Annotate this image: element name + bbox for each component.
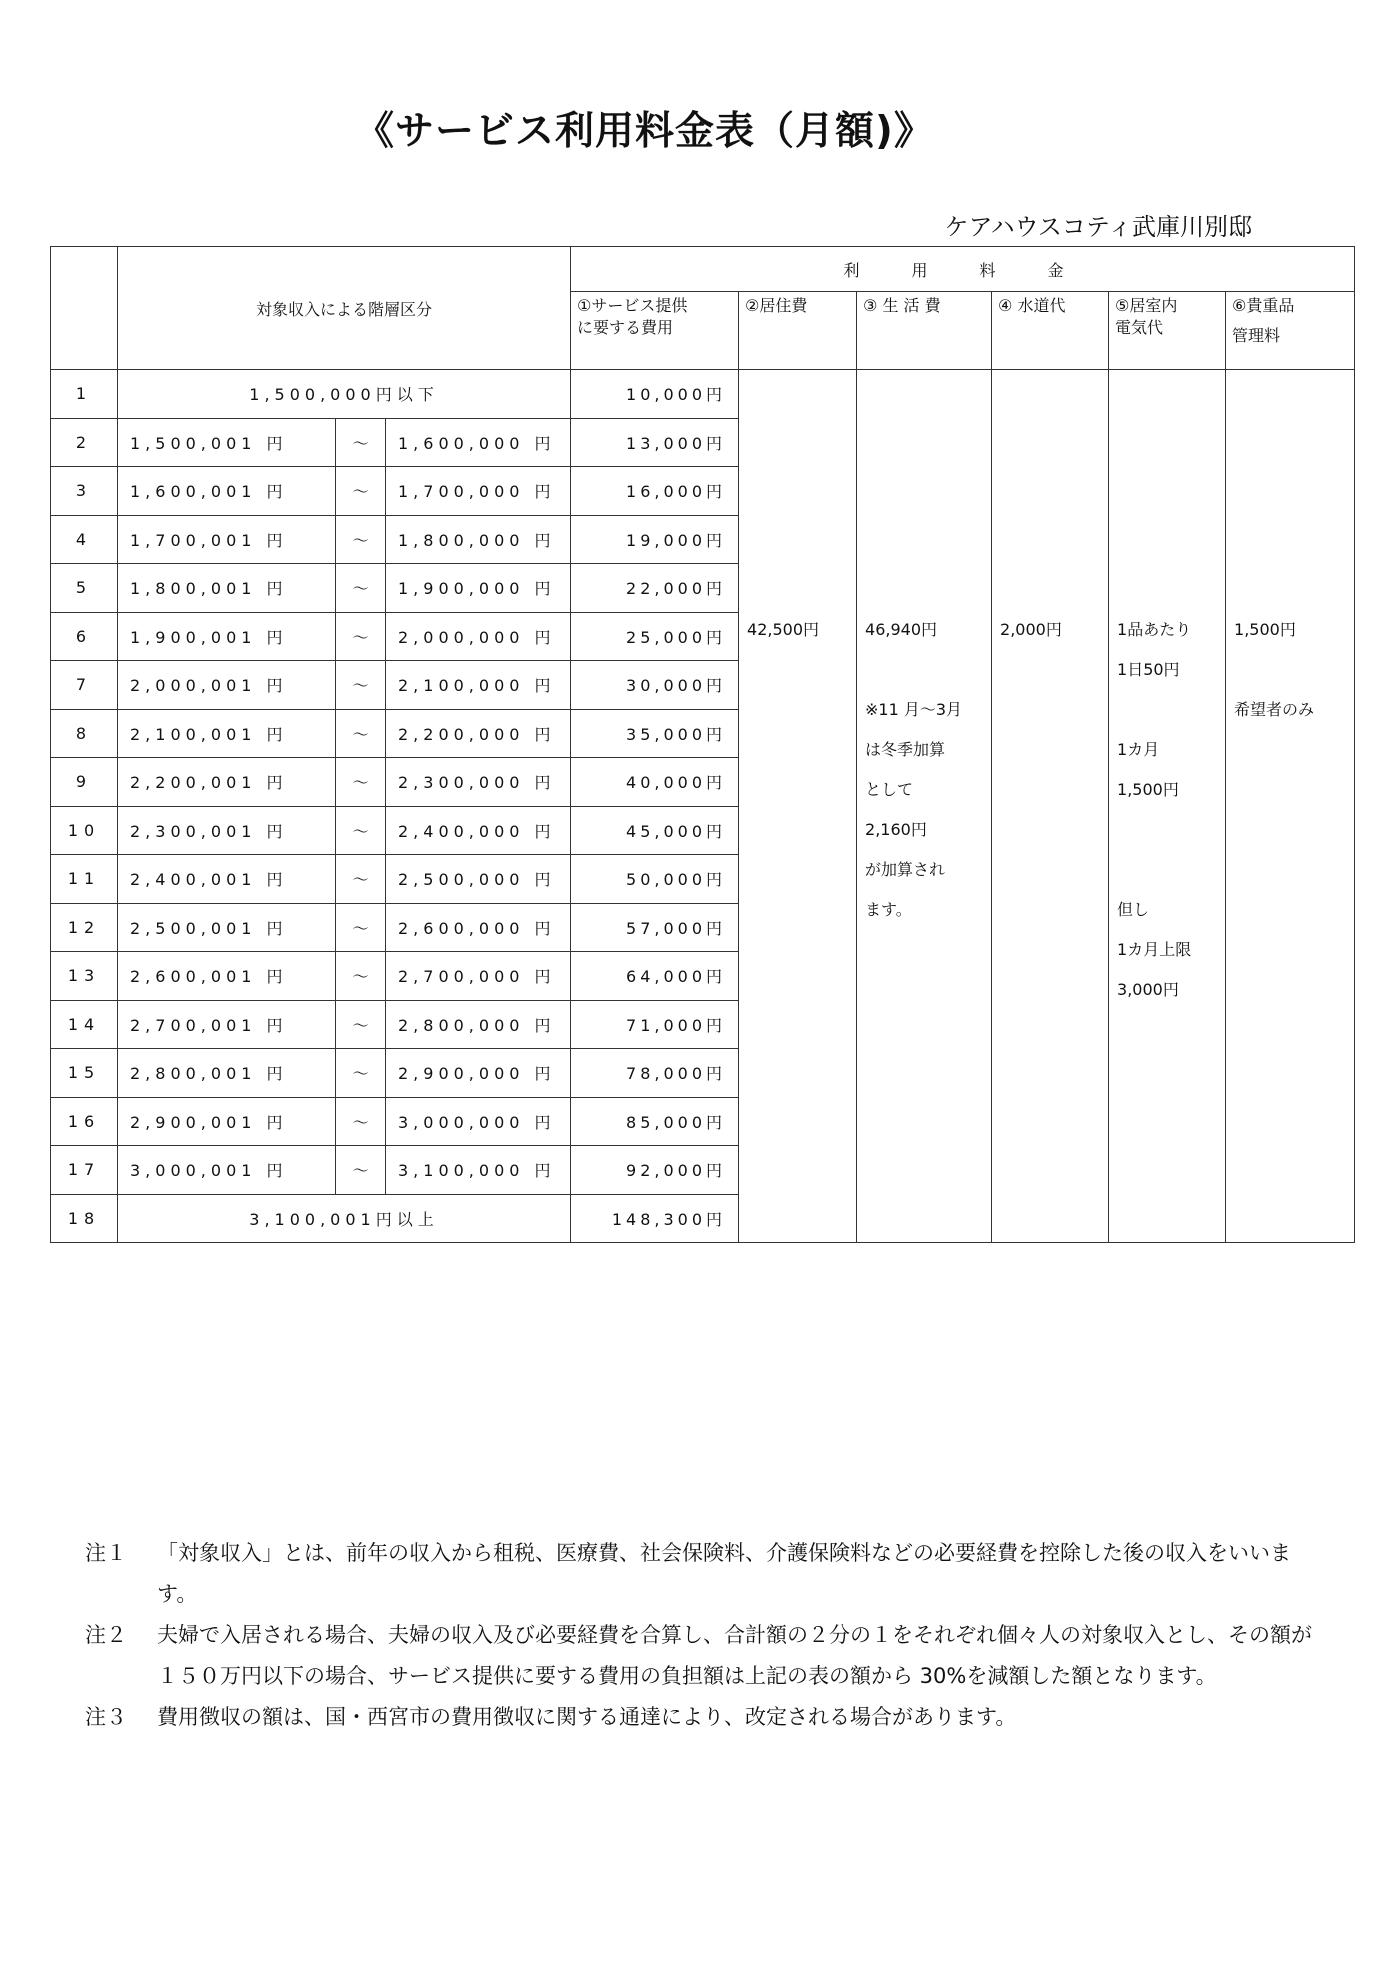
spacer: [1234, 450, 1346, 490]
income-to: 2,500,000 円: [386, 855, 571, 904]
notes: [85, 1533, 1315, 1738]
merged-cell-line: 1品あたり: [1117, 620, 1192, 639]
row-number: 2: [51, 418, 118, 467]
merged-cell-line: 3,000円: [1117, 980, 1179, 999]
income-from: 2,600,001 円: [118, 952, 336, 1001]
tilde-separator: 〜: [336, 758, 386, 807]
service-fee: 16,000円: [571, 467, 739, 516]
income-to: 1,600,000 円: [386, 418, 571, 467]
spacer: [1117, 690, 1217, 730]
tilde-separator: 〜: [336, 855, 386, 904]
income-to: 1,700,000 円: [386, 467, 571, 516]
tilde-separator: 〜: [336, 1000, 386, 1049]
tilde-separator: 〜: [336, 661, 386, 710]
col-housing-header: ②居住費: [739, 292, 857, 370]
col-valuables-header: ⑥貴重品 管理料: [1226, 292, 1355, 370]
service-fee: 10,000円: [571, 370, 739, 419]
merged-cell-line: 1,500円: [1117, 780, 1179, 799]
spacer: [1117, 370, 1217, 410]
spacer: [1117, 530, 1217, 570]
row-number: 5: [51, 564, 118, 613]
merged-cell-line: 1日50円: [1117, 660, 1180, 679]
valuables-note: 希望者のみ: [1234, 700, 1315, 719]
spacer: [1234, 530, 1346, 570]
merged-cell-line: が加算され: [865, 860, 946, 879]
row-number: 9: [51, 758, 118, 807]
row-number: 4: [51, 515, 118, 564]
spacer: [865, 490, 983, 530]
spacer: [1234, 490, 1346, 530]
income-from: 1,800,001 円: [118, 564, 336, 613]
spacer: [1117, 490, 1217, 530]
income-to: 2,600,000 円: [386, 903, 571, 952]
merged-cell-line: ※11 月〜3月: [865, 700, 963, 719]
tilde-separator: 〜: [336, 903, 386, 952]
spacer: [1117, 570, 1217, 610]
income-from: 2,100,001 円: [118, 709, 336, 758]
merged-cell-line: 但し: [1117, 900, 1150, 919]
spacer: [1000, 410, 1100, 450]
spacer: [747, 490, 848, 530]
income-to: 2,200,000 円: [386, 709, 571, 758]
income-to: 2,700,000 円: [386, 952, 571, 1001]
service-fee: 78,000円: [571, 1049, 739, 1098]
table-row: [51, 370, 1355, 419]
income-from: 1,700,001 円: [118, 515, 336, 564]
service-fee: 50,000円: [571, 855, 739, 904]
row-number: 6: [51, 612, 118, 661]
merged-cell-line: は冬季加算: [865, 740, 946, 759]
tilde-separator: 〜: [336, 418, 386, 467]
merged-cell-line: 1カ月: [1117, 740, 1160, 759]
spacer: [1117, 410, 1217, 450]
spacer: [747, 530, 848, 570]
spacer: [1234, 410, 1346, 450]
tilde-separator: 〜: [336, 1146, 386, 1195]
note-1: [85, 1533, 1315, 1615]
col-service-fee-header: ①サービス提供 に要する費用: [571, 292, 739, 370]
living-amount: 46,940円: [865, 620, 938, 639]
service-fee: 71,000円: [571, 1000, 739, 1049]
income-to: 1,900,000 円: [386, 564, 571, 613]
note-text: 夫婦で入居される場合、夫婦の収入及び必要経費を合算し、合計額の２分の１をそれぞれ個々人の対象収入とし、その額が１５０万円以下の場合、サービス提供に要する費用の負担額は上記の表の額から 30%を減額した額となります。: [157, 1623, 1312, 1688]
tilde-separator: 〜: [336, 709, 386, 758]
income-from: 2,800,001 円: [118, 1049, 336, 1098]
spacer: [1117, 450, 1217, 490]
income-range: 3,100,001円以上: [118, 1194, 571, 1243]
note-label: 注１: [85, 1541, 127, 1565]
note-label: 注２: [85, 1623, 127, 1647]
spacer: [1234, 370, 1346, 410]
tilde-separator: 〜: [336, 806, 386, 855]
income-to: 2,400,000 円: [386, 806, 571, 855]
spacer: [1000, 450, 1100, 490]
tilde-separator: 〜: [336, 564, 386, 613]
income-from: 1,900,001 円: [118, 612, 336, 661]
service-fee: 57,000円: [571, 903, 739, 952]
note-text: 費用徴収の額は、国・西宮市の費用徴収に関する通達により、改定される場合があります。: [157, 1705, 1017, 1729]
note-label: 注３: [85, 1705, 127, 1729]
income-from: 2,000,001 円: [118, 661, 336, 710]
spacer: [747, 450, 848, 490]
income-from: 2,900,001 円: [118, 1097, 336, 1146]
income-from: 2,400,001 円: [118, 855, 336, 904]
row-number: 16: [51, 1097, 118, 1146]
income-from: 2,700,001 円: [118, 1000, 336, 1049]
income-from: 1,500,001 円: [118, 418, 336, 467]
service-fee: 64,000円: [571, 952, 739, 1001]
tier-header: 対象収入による階層区分: [118, 247, 571, 370]
spacer: [1000, 530, 1100, 570]
note-text: 「対象収入」とは、前年の収入から租税、医療費、社会保険料、介護保険料などの必要経費を控除した後の収入をいいます。: [157, 1541, 1291, 1606]
merged-cell-line: として: [865, 780, 914, 799]
spacer: [747, 570, 848, 610]
income-to: 2,800,000 円: [386, 1000, 571, 1049]
housing-fee: [739, 370, 857, 1243]
spacer: [1000, 490, 1100, 530]
merged-cell-line: ます。: [865, 900, 912, 919]
service-fee: 35,000円: [571, 709, 739, 758]
merged-cell-line: 1カ月上限: [1117, 940, 1192, 959]
row-number: 15: [51, 1049, 118, 1098]
service-fee: 25,000円: [571, 612, 739, 661]
tilde-separator: 〜: [336, 1097, 386, 1146]
spacer: [865, 650, 983, 690]
service-fee: 40,000円: [571, 758, 739, 807]
tilde-separator: 〜: [336, 1049, 386, 1098]
valuables-fee: [1226, 370, 1355, 1243]
tilde-separator: 〜: [336, 952, 386, 1001]
income-to: 2,300,000 円: [386, 758, 571, 807]
income-from: 2,200,001 円: [118, 758, 336, 807]
income-to: 2,100,000 円: [386, 661, 571, 710]
spacer: [1234, 570, 1346, 610]
income-from: 1,600,001 円: [118, 467, 336, 516]
page-title: 《サービス利用料金表（月額)》: [355, 109, 934, 154]
row-number: 7: [51, 661, 118, 710]
spacer: [865, 450, 983, 490]
spacer: [747, 410, 848, 450]
row-number: 17: [51, 1146, 118, 1195]
col-electric-header: ⑤居室内 電気代: [1109, 292, 1226, 370]
note-3: [85, 1697, 1315, 1738]
row-number: 14: [51, 1000, 118, 1049]
spacer: [1117, 850, 1217, 890]
spacer: [865, 410, 983, 450]
income-from: 2,500,001 円: [118, 903, 336, 952]
valuables-amount: 1,500円: [1234, 620, 1296, 639]
income-to: 1,800,000 円: [386, 515, 571, 564]
spacer: [865, 370, 983, 410]
living-fee: [857, 370, 992, 1243]
service-fee: 19,000円: [571, 515, 739, 564]
housing-amount: 42,500円: [747, 620, 820, 639]
row-number: 18: [51, 1194, 118, 1243]
row-number: 1: [51, 370, 118, 419]
water-amount: 2,000円: [1000, 620, 1062, 639]
income-range: 1,500,000円以下: [118, 370, 571, 419]
service-fee: 85,000円: [571, 1097, 739, 1146]
row-number: 10: [51, 806, 118, 855]
service-fee: 148,300円: [571, 1194, 739, 1243]
service-fee: 92,000円: [571, 1146, 739, 1195]
service-fee: 13,000円: [571, 418, 739, 467]
col-living-header: ③ 生 活 費: [857, 292, 992, 370]
income-to: 3,000,000 円: [386, 1097, 571, 1146]
income-from: 3,000,001 円: [118, 1146, 336, 1195]
tilde-separator: 〜: [336, 515, 386, 564]
income-to: 2,000,000 円: [386, 612, 571, 661]
row-number: 3: [51, 467, 118, 516]
col-water-header: ④ 水道代: [992, 292, 1109, 370]
fee-header: 利 用 料 金: [571, 247, 1355, 292]
electric-fee: [1109, 370, 1226, 1243]
row-number: 12: [51, 903, 118, 952]
service-fee: 45,000円: [571, 806, 739, 855]
spacer: [865, 530, 983, 570]
spacer: [1000, 370, 1100, 410]
row-number: 13: [51, 952, 118, 1001]
spacer: [1234, 650, 1346, 690]
spacer: [1117, 810, 1217, 850]
service-fee: 22,000円: [571, 564, 739, 613]
income-from: 2,300,001 円: [118, 806, 336, 855]
row-number: 11: [51, 855, 118, 904]
income-to: 2,900,000 円: [386, 1049, 571, 1098]
note-2: [85, 1615, 1315, 1697]
tilde-separator: 〜: [336, 612, 386, 661]
fee-table: [50, 246, 1355, 1243]
spacer: [1000, 570, 1100, 610]
tilde-separator: 〜: [336, 467, 386, 516]
row-number: 8: [51, 709, 118, 758]
income-to: 3,100,000 円: [386, 1146, 571, 1195]
spacer: [747, 370, 848, 410]
water-fee: [992, 370, 1109, 1243]
facility-name: ケアハウスコティ武庫川別邸: [944, 213, 1252, 241]
service-fee: 30,000円: [571, 661, 739, 710]
spacer: [865, 570, 983, 610]
header-number-cell: [51, 247, 118, 370]
merged-cell-line: 2,160円: [865, 820, 927, 839]
